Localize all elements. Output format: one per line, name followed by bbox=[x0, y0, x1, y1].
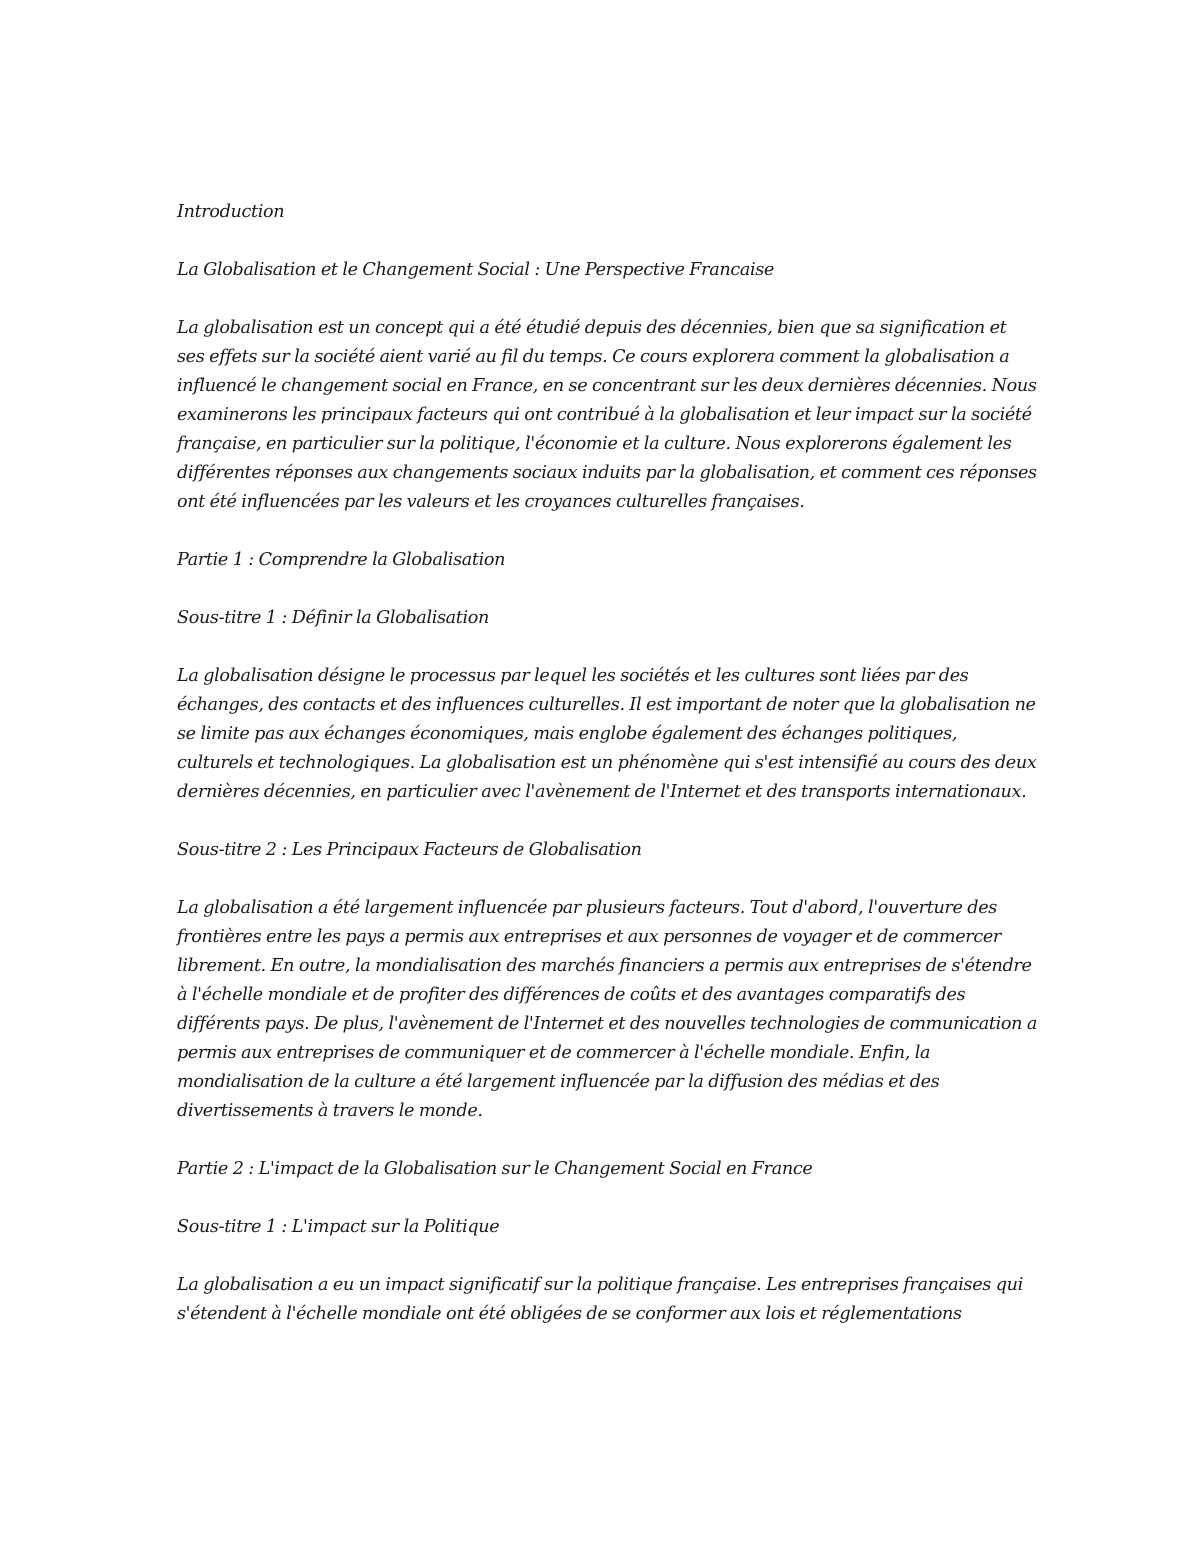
part2-heading: Partie 2 : L'impact de la Globalisation sur le Changement Social en France bbox=[177, 1159, 813, 1179]
part2-subtitle1-paragraph: La globalisation a eu un impact significatif sur la politique française. Les entreprises françaises qui s'étendent à l'échelle mondiale ont été obligées de se conformer aux lois et réglementations bbox=[177, 1275, 1023, 1324]
part1-subtitle1-paragraph: La globalisation désigne le processus par lequel les sociétés et les cultures sont liées par des échanges, des contacts et des influences culturelles. Il est important de noter que la globalisation ne se limite pas aux échanges économiques, mais englobe également des échanges politiques, culturels et technologiques. La globalisation est un phénomène qui s'est intensifié au cours des deux dernières décennies, en particulier avec l'avènement de l'Internet et des transports internationaux. bbox=[177, 666, 1037, 802]
document-title: La Globalisation et le Changement Social : Une Perspective Francaise bbox=[177, 260, 774, 280]
part1-subtitle2-heading: Sous-titre 2 : Les Principaux Facteurs de Globalisation bbox=[177, 840, 642, 860]
document-body bbox=[177, 198, 1037, 1358]
part1-subtitle2-paragraph: La globalisation a été largement influencée par plusieurs facteurs. Tout d'abord, l'ouverture des frontières entre les pays a permis aux entreprises et aux personnes de voyager et de commercer librement. En outre, la mondialisation des marchés financiers a permis aux entreprises de s'étendre à l'échelle mondiale et de profiter des différences de coûts et des avantages comparatifs des différents pays. De plus, l'avènement de l'Internet et des nouvelles technologies de communication a permis aux entreprises de communiquer et de commercer à l'échelle mondiale. Enfin, la mondialisation de la culture a été largement influencée par la diffusion des médias et des divertissements à travers le monde. bbox=[177, 898, 1037, 1121]
intro-paragraph: La globalisation est un concept qui a été étudié depuis des décennies, bien que sa signification et ses effets sur la société aient varié au fil du temps. Ce cours explorera comment la globalisation a influencé le changement social en France, en se concentrant sur les deux dernières décennies. Nous examinerons les principaux facteurs qui ont contribué à la globalisation et leur impact sur la société française, en particulier sur la politique, l'économie et la culture. Nous explorerons également les différentes réponses aux changements sociaux induits par la globalisation, et comment ces réponses ont été influencées par les valeurs et les croyances culturelles françaises. bbox=[177, 318, 1037, 512]
part1-subtitle1-heading: Sous-titre 1 : Définir la Globalisation bbox=[177, 608, 490, 628]
part2-subtitle1-heading: Sous-titre 1 : L'impact sur la Politique bbox=[177, 1217, 500, 1237]
intro-heading: Introduction bbox=[177, 202, 285, 222]
part1-heading: Partie 1 : Comprendre la Globalisation bbox=[177, 550, 506, 570]
